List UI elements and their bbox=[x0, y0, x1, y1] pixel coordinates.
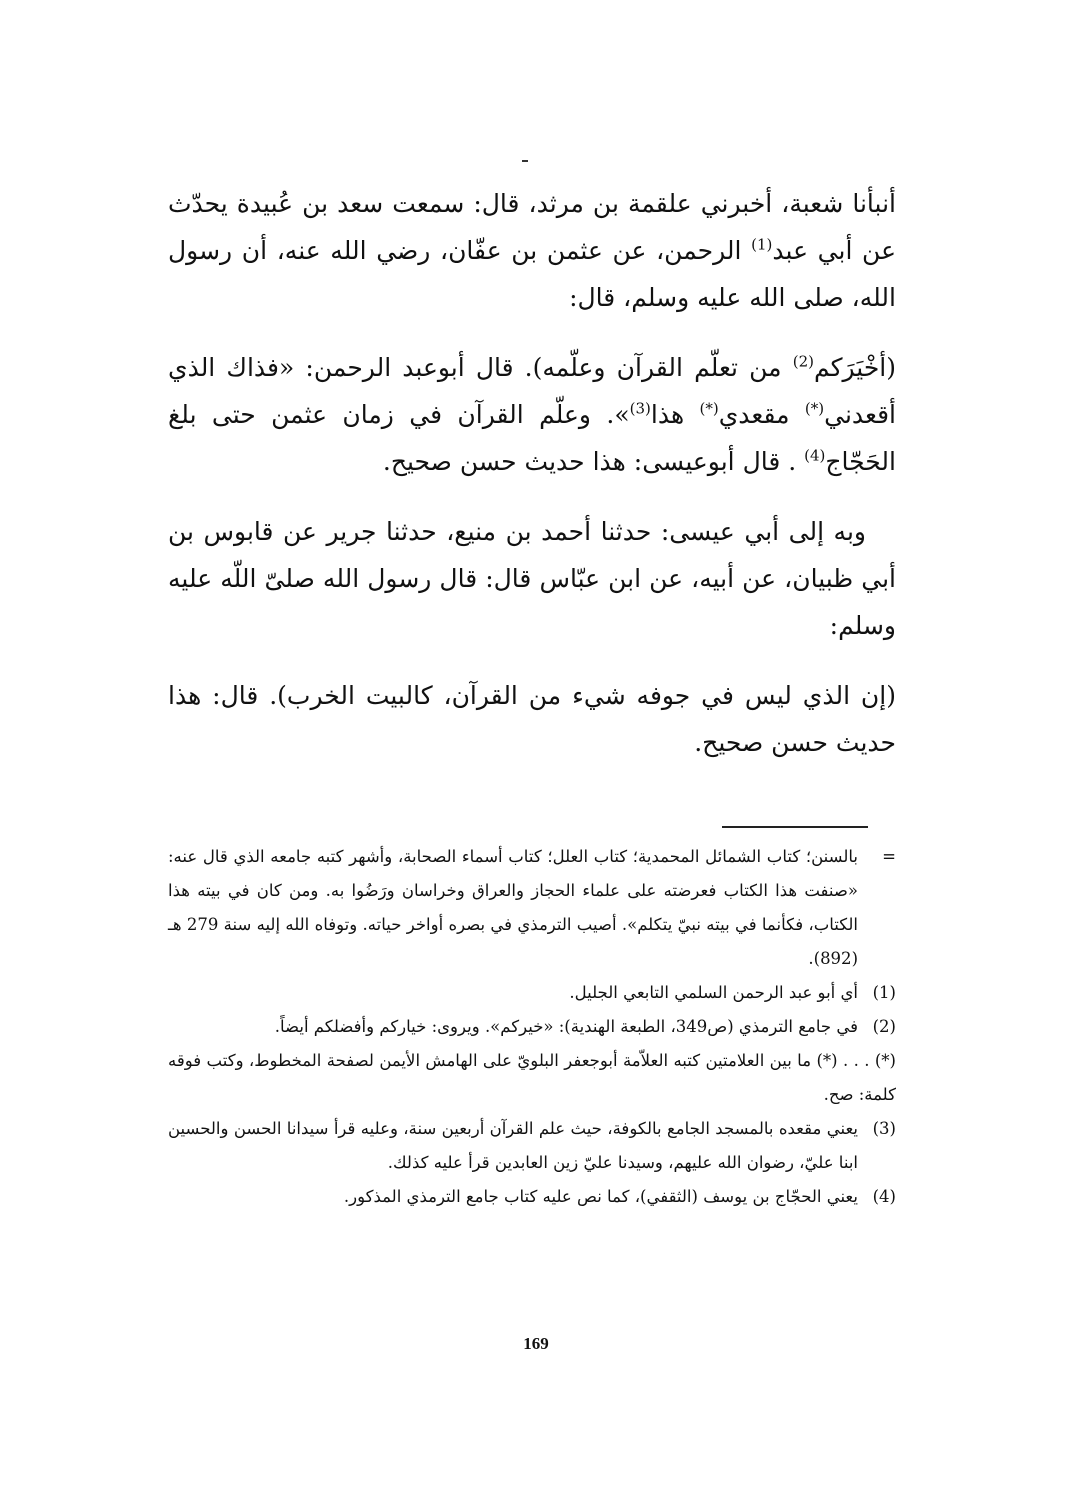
paragraph-2-text-e: ». وعلّم القرآن في زمان عثمن حتى بلغ الحَجّاج bbox=[168, 400, 896, 476]
paragraph-1-text-b: الرحمن، عن عثمن بن عفّان، رضي الله عنه، أن رسول الله، صلى الله عليه وسلم، قال: bbox=[168, 236, 896, 312]
paragraph-2-text-c: مقعدي bbox=[718, 400, 805, 429]
star-mark-2: (*) bbox=[699, 399, 719, 418]
footnote-text: يعني مقعده بالمسجد الجامع بالكوفة، حيث علم القرآن أربعين سنة، وعليه قرأ سيدانا الحسن والحسين ابنا عليّ، رضوان الله عليهم، وسيدنا عليّ زين العابدين قرأ عليه كذلك. bbox=[168, 1119, 858, 1172]
footnote-continuation bbox=[168, 840, 896, 976]
footnote-text: في جامع الترمذي (ص349، الطبعة الهندية): «خيركم». ويروى: خياركم وأفضلكم أيضاً. bbox=[274, 1017, 858, 1036]
paragraph-1 bbox=[168, 180, 896, 321]
footnote-ref-4: (4) bbox=[804, 446, 826, 465]
footnote-mark: (4) bbox=[872, 1187, 896, 1206]
footnote-4 bbox=[168, 1180, 896, 1214]
footnote-ref-3: (3) bbox=[629, 399, 651, 418]
footnote-star bbox=[168, 1044, 896, 1112]
paragraph-2-text-b: من تعلّم القرآن وعلّمه). قال أبوعبد الرحمن: «فذاك الذي أقعدني bbox=[168, 353, 896, 429]
paragraph-3: وبه إلى أبي عيسى: حدثنا أحمد بن منيع، حدثنا جرير عن قابوس بن أبي ظبيان، عن أبيه، عن ابن عبّاس قال: قال رسول الله صلىّ اللّه عليه وسلم: bbox=[168, 517, 896, 640]
footnote-2 bbox=[168, 1010, 896, 1044]
paragraph-1-text-a: أنبأنا شعبة، أخبرني علقمة بن مرثد، قال: سمعت سعد بن عُبيدة يحدّث عن أبي عبد bbox=[168, 189, 896, 265]
footnote-text: (*) . . . (*) ما بين العلامتين كتبه العلاّمة أبوجعفر البلويّ على الهامش الأيمن لصفحة المخطوط، وكتب فوقه كلمة: صح. bbox=[168, 1051, 896, 1104]
paragraph-2-text-d: هذا bbox=[650, 400, 700, 429]
footnote-text: يعني الحجّاج بن يوسف (الثقفي)، كما نص عليه كتاب جامع الترمذي المذكور. bbox=[343, 1187, 858, 1206]
top-mark bbox=[522, 160, 528, 162]
footnote-1 bbox=[168, 976, 896, 1010]
paragraph-4: (إن الذي ليس في جوفه شيء من القرآن، كالبيت الخرب). قال: هذا حديث حسن صحيح. bbox=[168, 681, 896, 757]
footnote-ref-1: (1) bbox=[751, 235, 773, 254]
footnote-3 bbox=[168, 1112, 896, 1180]
footnote-ref-2: (2) bbox=[792, 352, 814, 371]
page-number: 169 bbox=[523, 1334, 549, 1353]
footnote-text: بالسنن؛ كتاب الشمائل المحمدية؛ كتاب العلل؛ كتاب أسماء الصحابة، وأشهر كتبه جامعه الذي قال عنه: «صنفت هذا الكتاب فعرضته على علماء الحجاز والعراق وخراسان ورَضُوا به. ومن كان في بيته هذا الكتاب، فكأنما في بيته نبيّ يتكلم». أصيب الترمذي في بصره أواخر حياته. وتوفاه الله إليه سنة 279 هـ (892). bbox=[168, 847, 858, 968]
footnote-mark: (1) bbox=[872, 983, 896, 1002]
footnote-mark: (2) bbox=[872, 1017, 896, 1036]
footnotes bbox=[168, 840, 896, 1214]
footnote-mark: = bbox=[882, 847, 896, 866]
paragraph-2-text-f: . قال أبوعيسى: هذا حديث حسن صحيح. bbox=[382, 447, 805, 476]
star-mark-1: (*) bbox=[804, 399, 825, 418]
footnote-text: أي أبو عبد الرحمن السلمي التابعي الجليل. bbox=[569, 983, 858, 1002]
footnote-separator bbox=[722, 826, 868, 828]
paragraph-2 bbox=[168, 344, 896, 485]
footnote-mark: (3) bbox=[872, 1119, 896, 1138]
paragraph-2-text-a: (أخْيَرَكم bbox=[813, 353, 896, 382]
